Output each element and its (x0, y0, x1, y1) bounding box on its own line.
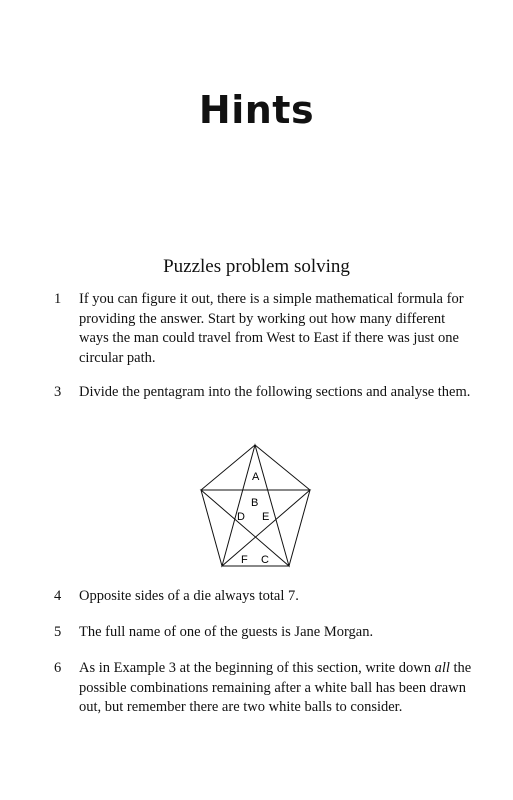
hint-item (54, 587, 474, 607)
region-label-b: B (251, 497, 259, 509)
hint-text-part: As in Example 3 at the beginning of this section, write down (79, 660, 435, 676)
hint-number: 1 (54, 291, 62, 307)
hint-text (79, 659, 474, 718)
hint-text: If you can figure it out, there is a simple mathematical formula for providing the answer. Start by working out how many different ways the man could travel from West to East if there was just one circular path. (79, 291, 464, 366)
hint-text: Opposite sides of a die always total 7. (79, 588, 299, 604)
hint-number: 5 (54, 624, 62, 640)
page-title: Hints (198, 88, 315, 132)
hint-number: 6 (54, 660, 62, 676)
pentagram-diagram (195, 440, 317, 570)
section-heading: Puzzles problem solving (163, 256, 350, 277)
hint-item (54, 659, 474, 718)
hint-item (54, 623, 474, 643)
region-label-e: E (262, 511, 270, 523)
hint-number: 3 (54, 384, 62, 400)
region-label-c: C (261, 554, 269, 566)
region-label-a: A (252, 471, 260, 483)
region-label-f: F (241, 554, 248, 566)
region-label-d: D (237, 511, 245, 523)
hint-emphasis: all (434, 660, 450, 676)
hint-item (54, 383, 474, 403)
hint-text: Divide the pentagram into the following sections and analyse them. (79, 384, 471, 400)
hint-text: The full name of one of the guests is Jane Morgan. (79, 624, 374, 640)
hint-number: 4 (54, 588, 62, 604)
hint-text-part: the possible combinations remaining after a white ball has been drawn out, but remember there are two white balls to consider. (79, 660, 472, 715)
hint-item (54, 290, 474, 368)
